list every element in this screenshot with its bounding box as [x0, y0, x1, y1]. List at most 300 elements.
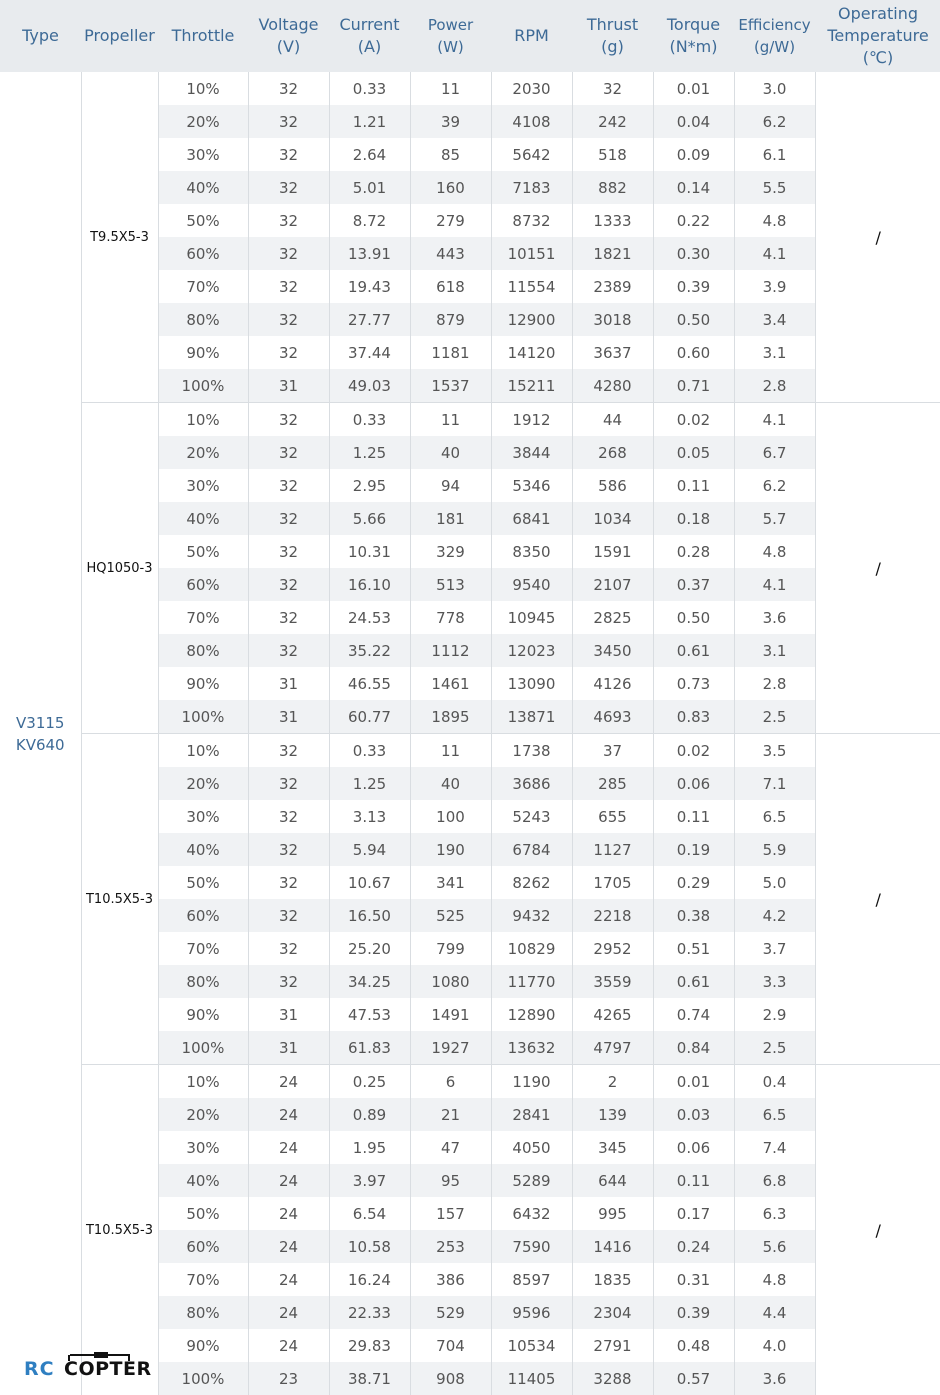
throttle-cell: 90% [158, 1329, 248, 1362]
throttle-cell: 20% [158, 105, 248, 138]
header-torque [653, 0, 734, 72]
header-propeller: Propeller [81, 0, 158, 72]
throttle-cell: 40% [158, 502, 248, 535]
torque-cell: 0.74 [653, 998, 734, 1031]
thrust-cell: 3559 [572, 965, 653, 998]
table-row [0, 72, 940, 105]
power-cell: 181 [410, 502, 491, 535]
thrust-cell: 518 [572, 138, 653, 171]
header-type: Type [0, 0, 81, 72]
header-power-label: Power [412, 14, 489, 36]
throttle-cell: 90% [158, 336, 248, 369]
voltage-cell: 24 [248, 1263, 329, 1296]
current-cell: 16.24 [329, 1263, 410, 1296]
throttle-cell: 50% [158, 866, 248, 899]
throttle-cell: 40% [158, 1164, 248, 1197]
rpm-cell: 8262 [491, 866, 572, 899]
current-cell: 37.44 [329, 336, 410, 369]
efficiency-cell: 5.6 [734, 1230, 815, 1263]
voltage-cell: 32 [248, 72, 329, 105]
header-temperature-unit: (℃) [817, 47, 939, 69]
current-cell: 19.43 [329, 270, 410, 303]
throttle-cell: 80% [158, 303, 248, 336]
current-cell: 1.95 [329, 1131, 410, 1164]
throttle-cell: 50% [158, 535, 248, 568]
torque-cell: 0.19 [653, 833, 734, 866]
power-cell: 94 [410, 469, 491, 502]
efficiency-cell: 2.8 [734, 369, 815, 403]
power-cell: 341 [410, 866, 491, 899]
header-efficiency-unit: (g/W) [736, 36, 813, 58]
voltage-cell: 32 [248, 800, 329, 833]
propeller-cell: HQ1050-3 [81, 403, 158, 734]
efficiency-cell: 0.4 [734, 1065, 815, 1099]
propeller-cell: T9.5X5-3 [81, 72, 158, 403]
header-temperature-label2: Temperature [817, 25, 939, 47]
torque-cell: 0.05 [653, 436, 734, 469]
throttle-cell: 50% [158, 204, 248, 237]
efficiency-cell: 7.1 [734, 767, 815, 800]
voltage-cell: 32 [248, 833, 329, 866]
power-cell: 40 [410, 767, 491, 800]
torque-cell: 0.39 [653, 270, 734, 303]
thrust-cell: 2 [572, 1065, 653, 1099]
efficiency-cell: 3.6 [734, 1362, 815, 1395]
current-cell: 2.95 [329, 469, 410, 502]
rpm-cell: 13871 [491, 700, 572, 734]
efficiency-cell: 2.5 [734, 1031, 815, 1065]
thrust-cell: 586 [572, 469, 653, 502]
voltage-cell: 32 [248, 601, 329, 634]
propeller-cell: T10.5X5-3 [81, 734, 158, 1065]
voltage-cell: 23 [248, 1362, 329, 1395]
efficiency-cell: 2.5 [734, 700, 815, 734]
torque-cell: 0.03 [653, 1098, 734, 1131]
thrust-cell: 242 [572, 105, 653, 138]
thrust-cell: 1127 [572, 833, 653, 866]
throttle-cell: 60% [158, 568, 248, 601]
torque-cell: 0.84 [653, 1031, 734, 1065]
voltage-cell: 24 [248, 1230, 329, 1263]
thrust-cell: 644 [572, 1164, 653, 1197]
torque-cell: 0.01 [653, 72, 734, 105]
propeller-cell: T10.5X5-3 [81, 1065, 158, 1395]
torque-cell: 0.61 [653, 634, 734, 667]
rpm-cell: 7183 [491, 171, 572, 204]
thrust-cell: 2304 [572, 1296, 653, 1329]
header-temperature-label1: Operating [817, 3, 939, 25]
power-cell: 1461 [410, 667, 491, 700]
throttle-cell: 70% [158, 1263, 248, 1296]
power-cell: 85 [410, 138, 491, 171]
rpm-cell: 10945 [491, 601, 572, 634]
efficiency-cell: 4.1 [734, 403, 815, 437]
thrust-cell: 37 [572, 734, 653, 768]
current-cell: 10.67 [329, 866, 410, 899]
thrust-cell: 1835 [572, 1263, 653, 1296]
thrust-cell: 1591 [572, 535, 653, 568]
rpm-cell: 12890 [491, 998, 572, 1031]
voltage-cell: 31 [248, 998, 329, 1031]
torque-cell: 0.61 [653, 965, 734, 998]
header-current-unit: (A) [331, 36, 408, 58]
power-cell: 529 [410, 1296, 491, 1329]
thrust-cell: 1705 [572, 866, 653, 899]
table-header [0, 0, 940, 72]
power-cell: 879 [410, 303, 491, 336]
current-cell: 47.53 [329, 998, 410, 1031]
header-voltage [248, 0, 329, 72]
current-cell: 38.71 [329, 1362, 410, 1395]
current-cell: 34.25 [329, 965, 410, 998]
header-throttle: Throttle [158, 0, 248, 72]
rpm-cell: 9432 [491, 899, 572, 932]
current-cell: 29.83 [329, 1329, 410, 1362]
rpm-cell: 8350 [491, 535, 572, 568]
power-cell: 1537 [410, 369, 491, 403]
thrust-cell: 268 [572, 436, 653, 469]
rpm-cell: 7590 [491, 1230, 572, 1263]
efficiency-cell: 7.4 [734, 1131, 815, 1164]
motor-type-line: KV640 [0, 734, 81, 756]
power-cell: 799 [410, 932, 491, 965]
thrust-cell: 44 [572, 403, 653, 437]
thrust-cell: 3288 [572, 1362, 653, 1395]
throttle-cell: 60% [158, 1230, 248, 1263]
thrust-cell: 882 [572, 171, 653, 204]
header-voltage-label: Voltage [250, 14, 327, 36]
torque-cell: 0.04 [653, 105, 734, 138]
rpm-cell: 1190 [491, 1065, 572, 1099]
voltage-cell: 31 [248, 1031, 329, 1065]
efficiency-cell: 6.2 [734, 105, 815, 138]
power-cell: 11 [410, 734, 491, 768]
throttle-cell: 10% [158, 403, 248, 437]
efficiency-cell: 6.5 [734, 800, 815, 833]
efficiency-cell: 4.8 [734, 1263, 815, 1296]
thrust-cell: 4797 [572, 1031, 653, 1065]
efficiency-cell: 6.8 [734, 1164, 815, 1197]
throttle-cell: 30% [158, 1131, 248, 1164]
voltage-cell: 31 [248, 667, 329, 700]
efficiency-cell: 4.2 [734, 899, 815, 932]
header-efficiency [734, 0, 815, 72]
throttle-cell: 80% [158, 965, 248, 998]
throttle-cell: 30% [158, 138, 248, 171]
thrust-cell: 3450 [572, 634, 653, 667]
power-cell: 1491 [410, 998, 491, 1031]
efficiency-cell: 2.8 [734, 667, 815, 700]
efficiency-cell: 4.8 [734, 535, 815, 568]
motor-type-cell [0, 72, 81, 1395]
table-row [0, 734, 940, 768]
voltage-cell: 32 [248, 138, 329, 171]
torque-cell: 0.73 [653, 667, 734, 700]
rpm-cell: 1738 [491, 734, 572, 768]
logo-rc-text: RC [24, 1358, 55, 1380]
torque-cell: 0.30 [653, 237, 734, 270]
throttle-cell: 70% [158, 601, 248, 634]
power-cell: 11 [410, 72, 491, 105]
voltage-cell: 24 [248, 1329, 329, 1362]
power-cell: 778 [410, 601, 491, 634]
torque-cell: 0.18 [653, 502, 734, 535]
power-cell: 157 [410, 1197, 491, 1230]
temperature-cell: / [815, 403, 940, 734]
thrust-cell: 32 [572, 72, 653, 105]
current-cell: 6.54 [329, 1197, 410, 1230]
rpm-cell: 12900 [491, 303, 572, 336]
current-cell: 2.64 [329, 138, 410, 171]
rpm-cell: 6841 [491, 502, 572, 535]
throttle-cell: 90% [158, 667, 248, 700]
current-cell: 0.33 [329, 403, 410, 437]
voltage-cell: 32 [248, 436, 329, 469]
torque-cell: 0.57 [653, 1362, 734, 1395]
voltage-cell: 32 [248, 303, 329, 336]
rpm-cell: 6784 [491, 833, 572, 866]
power-cell: 513 [410, 568, 491, 601]
rpm-cell: 8597 [491, 1263, 572, 1296]
torque-cell: 0.24 [653, 1230, 734, 1263]
power-cell: 253 [410, 1230, 491, 1263]
power-cell: 1112 [410, 634, 491, 667]
rc-copter-logo [24, 1352, 164, 1382]
efficiency-cell: 5.7 [734, 502, 815, 535]
table-row [0, 403, 940, 437]
efficiency-cell: 4.4 [734, 1296, 815, 1329]
current-cell: 16.50 [329, 899, 410, 932]
power-cell: 40 [410, 436, 491, 469]
thrust-cell: 1034 [572, 502, 653, 535]
efficiency-cell: 4.1 [734, 237, 815, 270]
header-rpm: RPM [491, 0, 572, 72]
voltage-cell: 32 [248, 502, 329, 535]
torque-cell: 0.29 [653, 866, 734, 899]
thrust-cell: 1416 [572, 1230, 653, 1263]
current-cell: 3.97 [329, 1164, 410, 1197]
throttle-cell: 30% [158, 469, 248, 502]
current-cell: 5.66 [329, 502, 410, 535]
rpm-cell: 5289 [491, 1164, 572, 1197]
rpm-cell: 8732 [491, 204, 572, 237]
thrust-cell: 4280 [572, 369, 653, 403]
header-thrust-label: Thrust [574, 14, 651, 36]
torque-cell: 0.50 [653, 601, 734, 634]
current-cell: 60.77 [329, 700, 410, 734]
voltage-cell: 32 [248, 270, 329, 303]
rpm-cell: 11770 [491, 965, 572, 998]
voltage-cell: 32 [248, 535, 329, 568]
rpm-cell: 3686 [491, 767, 572, 800]
torque-cell: 0.83 [653, 700, 734, 734]
torque-cell: 0.02 [653, 734, 734, 768]
header-power-unit: (W) [412, 36, 489, 58]
current-cell: 46.55 [329, 667, 410, 700]
torque-cell: 0.22 [653, 204, 734, 237]
throttle-cell: 40% [158, 171, 248, 204]
throttle-cell: 100% [158, 1031, 248, 1065]
rpm-cell: 9540 [491, 568, 572, 601]
voltage-cell: 32 [248, 469, 329, 502]
voltage-cell: 32 [248, 403, 329, 437]
current-cell: 3.13 [329, 800, 410, 833]
power-cell: 618 [410, 270, 491, 303]
thrust-cell: 995 [572, 1197, 653, 1230]
motor-type-line: V3115 [0, 712, 81, 734]
voltage-cell: 32 [248, 932, 329, 965]
efficiency-cell: 5.9 [734, 833, 815, 866]
throttle-cell: 10% [158, 734, 248, 768]
rpm-cell: 5243 [491, 800, 572, 833]
voltage-cell: 32 [248, 899, 329, 932]
thrust-cell: 139 [572, 1098, 653, 1131]
current-cell: 13.91 [329, 237, 410, 270]
torque-cell: 0.11 [653, 1164, 734, 1197]
temperature-cell: / [815, 1065, 940, 1395]
table-body [0, 72, 940, 1395]
thrust-cell: 4265 [572, 998, 653, 1031]
thrust-cell: 1333 [572, 204, 653, 237]
rpm-cell: 10829 [491, 932, 572, 965]
header-current [329, 0, 410, 72]
throttle-cell: 20% [158, 436, 248, 469]
voltage-cell: 32 [248, 568, 329, 601]
power-cell: 11 [410, 403, 491, 437]
current-cell: 22.33 [329, 1296, 410, 1329]
current-cell: 27.77 [329, 303, 410, 336]
current-cell: 0.33 [329, 72, 410, 105]
thrust-cell: 655 [572, 800, 653, 833]
torque-cell: 0.51 [653, 932, 734, 965]
thrust-cell: 2952 [572, 932, 653, 965]
rpm-cell: 3844 [491, 436, 572, 469]
efficiency-cell: 3.3 [734, 965, 815, 998]
voltage-cell: 31 [248, 700, 329, 734]
throttle-cell: 20% [158, 767, 248, 800]
thrust-cell: 2107 [572, 568, 653, 601]
current-cell: 61.83 [329, 1031, 410, 1065]
rpm-cell: 4050 [491, 1131, 572, 1164]
efficiency-cell: 5.0 [734, 866, 815, 899]
rpm-cell: 4108 [491, 105, 572, 138]
power-cell: 1181 [410, 336, 491, 369]
header-power [410, 0, 491, 72]
voltage-cell: 24 [248, 1296, 329, 1329]
thrust-cell: 1821 [572, 237, 653, 270]
header-torque-label: Torque [655, 14, 732, 36]
thrust-cell: 345 [572, 1131, 653, 1164]
throttle-cell: 90% [158, 998, 248, 1031]
current-cell: 5.01 [329, 171, 410, 204]
header-thrust-unit: (g) [574, 36, 651, 58]
torque-cell: 0.06 [653, 1131, 734, 1164]
throttle-cell: 30% [158, 800, 248, 833]
current-cell: 10.31 [329, 535, 410, 568]
rpm-cell: 11405 [491, 1362, 572, 1395]
power-cell: 704 [410, 1329, 491, 1362]
rpm-cell: 15211 [491, 369, 572, 403]
torque-cell: 0.01 [653, 1065, 734, 1099]
efficiency-cell: 6.5 [734, 1098, 815, 1131]
thrust-cell: 285 [572, 767, 653, 800]
thrust-cell: 2791 [572, 1329, 653, 1362]
power-cell: 1927 [410, 1031, 491, 1065]
voltage-cell: 24 [248, 1098, 329, 1131]
efficiency-cell: 3.6 [734, 601, 815, 634]
rpm-cell: 5642 [491, 138, 572, 171]
temperature-cell: / [815, 72, 940, 403]
torque-cell: 0.06 [653, 767, 734, 800]
throttle-cell: 10% [158, 1065, 248, 1099]
table-row [0, 1065, 940, 1099]
efficiency-cell: 4.8 [734, 204, 815, 237]
thrust-cell: 2389 [572, 270, 653, 303]
voltage-cell: 24 [248, 1131, 329, 1164]
power-cell: 190 [410, 833, 491, 866]
current-cell: 8.72 [329, 204, 410, 237]
thrust-cell: 3637 [572, 336, 653, 369]
throttle-cell: 80% [158, 1296, 248, 1329]
torque-cell: 0.37 [653, 568, 734, 601]
voltage-cell: 32 [248, 336, 329, 369]
thrust-cell: 4693 [572, 700, 653, 734]
torque-cell: 0.11 [653, 469, 734, 502]
voltage-cell: 32 [248, 866, 329, 899]
torque-cell: 0.60 [653, 336, 734, 369]
torque-cell: 0.09 [653, 138, 734, 171]
torque-cell: 0.11 [653, 800, 734, 833]
torque-cell: 0.71 [653, 369, 734, 403]
power-cell: 39 [410, 105, 491, 138]
throttle-cell: 20% [158, 1098, 248, 1131]
throttle-cell: 100% [158, 1362, 248, 1395]
thrust-cell: 2825 [572, 601, 653, 634]
throttle-cell: 50% [158, 1197, 248, 1230]
voltage-cell: 31 [248, 369, 329, 403]
power-cell: 6 [410, 1065, 491, 1099]
rpm-cell: 5346 [491, 469, 572, 502]
current-cell: 1.25 [329, 436, 410, 469]
efficiency-cell: 2.9 [734, 998, 815, 1031]
efficiency-cell: 3.7 [734, 932, 815, 965]
header-torque-unit: (N*m) [655, 36, 732, 58]
power-cell: 21 [410, 1098, 491, 1131]
power-cell: 329 [410, 535, 491, 568]
torque-cell: 0.28 [653, 535, 734, 568]
current-cell: 1.21 [329, 105, 410, 138]
power-cell: 386 [410, 1263, 491, 1296]
header-voltage-unit: (V) [250, 36, 327, 58]
power-cell: 443 [410, 237, 491, 270]
torque-cell: 0.02 [653, 403, 734, 437]
voltage-cell: 24 [248, 1197, 329, 1230]
header-efficiency-label: Efficiency [736, 14, 813, 36]
efficiency-cell: 4.1 [734, 568, 815, 601]
rpm-cell: 2030 [491, 72, 572, 105]
efficiency-cell: 6.2 [734, 469, 815, 502]
current-cell: 16.10 [329, 568, 410, 601]
thrust-cell: 4126 [572, 667, 653, 700]
voltage-cell: 32 [248, 204, 329, 237]
header-current-label: Current [331, 14, 408, 36]
torque-cell: 0.31 [653, 1263, 734, 1296]
throttle-cell: 70% [158, 270, 248, 303]
power-cell: 100 [410, 800, 491, 833]
torque-cell: 0.38 [653, 899, 734, 932]
efficiency-cell: 3.9 [734, 270, 815, 303]
temperature-cell: / [815, 734, 940, 1065]
